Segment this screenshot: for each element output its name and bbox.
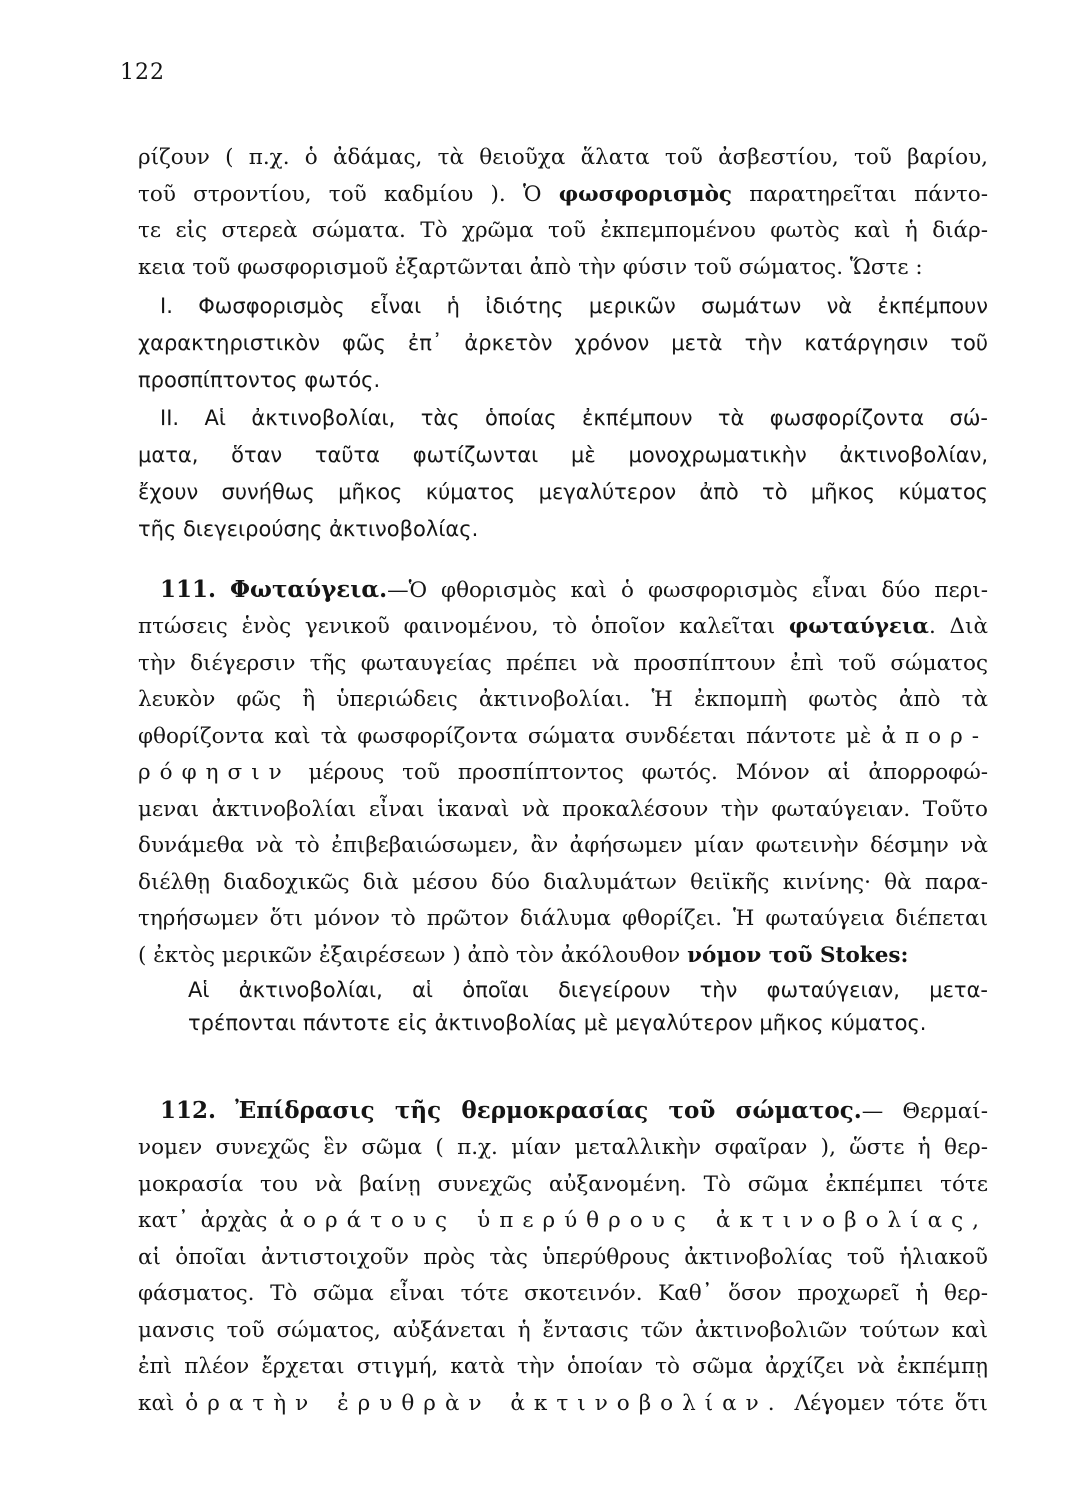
term-photoluminescence: φωταύγεια xyxy=(788,614,929,639)
text-line: ἔχουν συνήθως μῆκος κύματος μεγαλύτερον ἀπὸ τὸ μῆκος κύματος xyxy=(138,480,988,504)
text-line: νομεν συνεχῶς ἓν σῶμα ( π.χ. μίαν μεταλλικὴν σφαῖραν ), ὥστε ἡ θερ- xyxy=(138,1135,988,1160)
section-heading: 111. Φωταύγεια.—Ὁ φθορισμὸς καὶ ὁ φωσφορισμὸς εἶναι δύο περι- xyxy=(160,576,988,603)
rule-one-continued xyxy=(138,325,988,399)
text-line: τηρήσωμεν ὅτι μόνον τὸ πρῶτον διάλυμα φθορίζει. Ἡ φωταύγεια διέπεται xyxy=(138,906,988,931)
rule-one xyxy=(160,288,988,325)
text-line: μεναι ἀκτινοβολίαι εἶναι ἱκαναὶ νὰ προκαλέσουν τὴν φωταύγειαν. Τοῦτο xyxy=(138,796,988,822)
text-line: πτώσεις ἑνὸς γενικοῦ φαινομένου, τὸ ὁποῖον καλεῖται φωταύγεια. Διὰ xyxy=(138,614,988,639)
text-line: ρίζουν ( π.χ. ὁ ἀδάμας, τὰ θειοῦχα ἅλατα τοῦ ἀσβεστίου, τοῦ βαρίου, xyxy=(138,145,988,170)
text-line: δυνάμεθα νὰ τὸ ἐπιβεβαιώσωμεν, ἂν ἀφήσωμεν μίαν φωτεινὴν δέσμην νὰ xyxy=(138,833,988,858)
section-title: Ἐπίδρασις τῆς θερμοκρασίας τοῦ σώματος. xyxy=(235,1097,862,1124)
section-title: Φωταύγεια. xyxy=(230,576,388,603)
text-line: αἱ ὁποῖαι ἀντιστοιχοῦν πρὸς τὰς ὑπερύθρους ἀκτινοβολίας τοῦ ἡλιακοῦ xyxy=(138,1244,988,1270)
stokes-law-label: νόμον τοῦ Stokes: xyxy=(687,942,909,968)
spaced-term: ρόφησιν xyxy=(138,760,291,785)
text-line: ρόφησιν μέρους τοῦ προσπίπτοντος φωτός. Μόνον αἱ ἀπορροφώ- xyxy=(138,760,988,785)
text-line: κατ᾽ ἀρχὰς ἀοράτους ὑπερύθρους ἀκτινοβολίας, xyxy=(138,1208,988,1233)
section-number: 112. xyxy=(160,1097,217,1124)
text-line: λευκὸν φῶς ἢ ὑπεριώδεις ἀκτινοβολίαι. Ἡ ἐκπομπὴ φωτὸς ἀπὸ τὰ xyxy=(138,687,988,712)
text-line: Αἱ ἀκτινοβολίαι, αἱ ὁποῖαι διεγείρουν τὴν φωταύγειαν, μετα- xyxy=(188,978,988,1002)
stokes-law xyxy=(188,974,988,1040)
section-number: 111. xyxy=(160,576,217,603)
text-line: μανσις τοῦ σώματος, αὐξάνεται ἡ ἔντασις τῶν ἀκτινοβολιῶν τούτων καὶ xyxy=(138,1317,988,1343)
text-line: Ι. Φωσφορισμὸς εἶναι ἡ ἰδιότης μερικῶν σωμάτων νὰ ἐκπέμπουν xyxy=(160,294,988,318)
text-line: τε εἰς στερεὰ σώματα. Τὸ χρῶμα τοῦ ἐκπεμπομένου φωτὸς καὶ ἡ διάρ- xyxy=(138,218,988,243)
text-line: ( ἐκτὸς μερικῶν ἐξαιρέσεων ) ἀπὸ τὸν ἀκόλουθον νόμον τοῦ Stokes: xyxy=(138,942,909,968)
term-phosphorescence: φωσφορισμὸς xyxy=(558,181,733,207)
text-line: ματα, ὅταν ταῦτα φωτίζωνται μὲ μονοχρωματικὴν ἀκτινοβολίαν, xyxy=(138,443,988,467)
text-line: κεια τοῦ φωσφορισμοῦ ἐξαρτῶνται ἀπὸ τὴν φύσιν τοῦ σώματος. Ὥστε : xyxy=(138,254,923,280)
spaced-term: ὁρατὴν ἐρυθρὰν ἀκτινοβολίαν. xyxy=(185,1390,784,1416)
text-line: μοκρασία του νὰ βαίνῃ συνεχῶς αὐξανομένη. Τὸ σῶμα ἐκπέμπει τότε xyxy=(138,1171,988,1197)
text-line: προσπίπτοντος φωτός. xyxy=(138,368,381,392)
spaced-term: ἀπορ- xyxy=(881,723,988,749)
intro-paragraph xyxy=(138,140,988,286)
text-line: διέλθῃ διαδοχικῶς διὰ μέσου δύο διαλυμάτων θειϊκῆς κινίνης· θὰ παρα- xyxy=(138,869,988,895)
spaced-term: ἀοράτους ὑπερύθρους ἀκτινοβολίας, xyxy=(279,1208,988,1233)
text-line: τοῦ στροντίου, τοῦ καδμίου ). Ὁ φωσφορισμὸς παρατηρεῖται πάντο- xyxy=(138,181,988,207)
section-112-body xyxy=(138,1130,988,1422)
page-number: 122 xyxy=(120,60,165,85)
text-line: καὶ ὁρατὴν ἐρυθρὰν ἀκτινοβολίαν. Λέγομεν τότε ὅτι xyxy=(138,1390,988,1416)
text-line: φάσματος. Τὸ σῶμα εἶναι τότε σκοτεινόν. Καθ᾽ ὅσον προχωρεῖ ἡ θερ- xyxy=(138,1281,988,1306)
rule-two-continued xyxy=(138,437,988,548)
text-line: φθορίζοντα καὶ τὰ φωσφορίζοντα σώματα συνδέεται πάντοτε μὲ ἀπορ- xyxy=(138,723,988,749)
section-111-body xyxy=(138,609,988,974)
rule-two xyxy=(160,400,988,437)
text-line: ἐπὶ πλέον ἔρχεται στιγμή, κατὰ τὴν ὁποίαν τὸ σῶμα ἀρχίζει νὰ ἐκπέμπῃ xyxy=(138,1354,988,1379)
text-line: ΙΙ. Αἱ ἀκτινοβολίαι, τὰς ὁποίας ἐκπέμπουν τὰ φωσφορίζοντα σώ- xyxy=(160,406,988,430)
section-heading: 112. Ἐπίδρασις τῆς θερμοκρασίας τοῦ σώματος.— Θερμαί- xyxy=(160,1097,988,1124)
text-line: χαρακτηριστικὸν φῶς ἐπ᾽ ἀρκετὸν χρόνον μετὰ τὴν κατάργησιν τοῦ xyxy=(138,331,988,355)
text-line: τὴν διέγερσιν τῆς φωταυγείας πρέπει νὰ προσπίπτουν ἐπὶ τοῦ σώματος xyxy=(138,650,988,676)
section-112 xyxy=(160,1093,988,1130)
text-line: τρέπονται πάντοτε εἰς ἀκτινοβολίας μὲ μεγαλύτερον μῆκος κύματος. xyxy=(188,1011,927,1035)
text-line: τῆς διεγειρούσης ἀκτινοβολίας. xyxy=(138,517,479,541)
section-111 xyxy=(160,572,988,609)
